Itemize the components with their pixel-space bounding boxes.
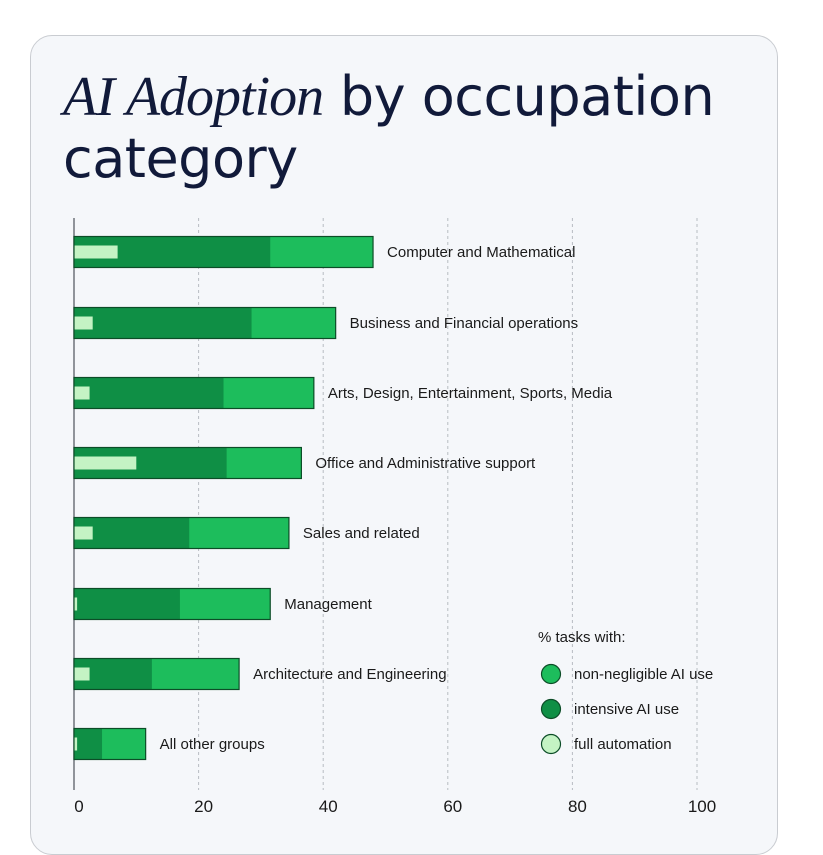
bar-full-automation xyxy=(74,246,118,259)
x-tick-label: 60 xyxy=(443,797,463,816)
x-tick-label: 80 xyxy=(567,797,587,816)
category-label: All other groups xyxy=(159,736,265,753)
bar-intensive xyxy=(74,589,180,620)
bar-full-automation xyxy=(74,317,93,330)
legend-swatch xyxy=(542,735,561,754)
category-label: Arts, Design, Entertainment, Sports, Media xyxy=(327,385,613,402)
category-label: Business and Financial operations xyxy=(349,315,579,332)
legend-item-label: full automation xyxy=(574,736,672,753)
category-label: Computer and Mathematical xyxy=(387,244,576,261)
bar-full-automation xyxy=(74,668,90,681)
legend-swatch xyxy=(542,665,561,684)
bar-full-automation xyxy=(74,527,93,540)
bar-intensive xyxy=(74,308,252,339)
bar-full-automation xyxy=(74,387,90,400)
legend-title: % tasks with: xyxy=(538,629,626,646)
x-tick-label: 0 xyxy=(74,797,84,816)
bar-intensive xyxy=(74,729,102,760)
title-rest: by occupation category xyxy=(63,65,715,190)
x-tick-label: 100 xyxy=(687,797,717,816)
bar-full-automation xyxy=(74,457,136,470)
bar-intensive xyxy=(74,378,224,409)
legend-swatch xyxy=(542,700,561,719)
category-label: Office and Administrative support xyxy=(315,455,536,472)
title-emphasis: AI Adoption xyxy=(63,66,324,128)
legend-item-label: intensive AI use xyxy=(574,701,680,718)
category-label: Management xyxy=(284,596,372,613)
legend-item-label: non-negligible AI use xyxy=(574,666,714,683)
x-tick-label: 40 xyxy=(318,797,338,816)
x-tick-label: 20 xyxy=(194,797,214,816)
category-label: Architecture and Engineering xyxy=(253,666,447,683)
category-label: Sales and related xyxy=(302,525,420,542)
